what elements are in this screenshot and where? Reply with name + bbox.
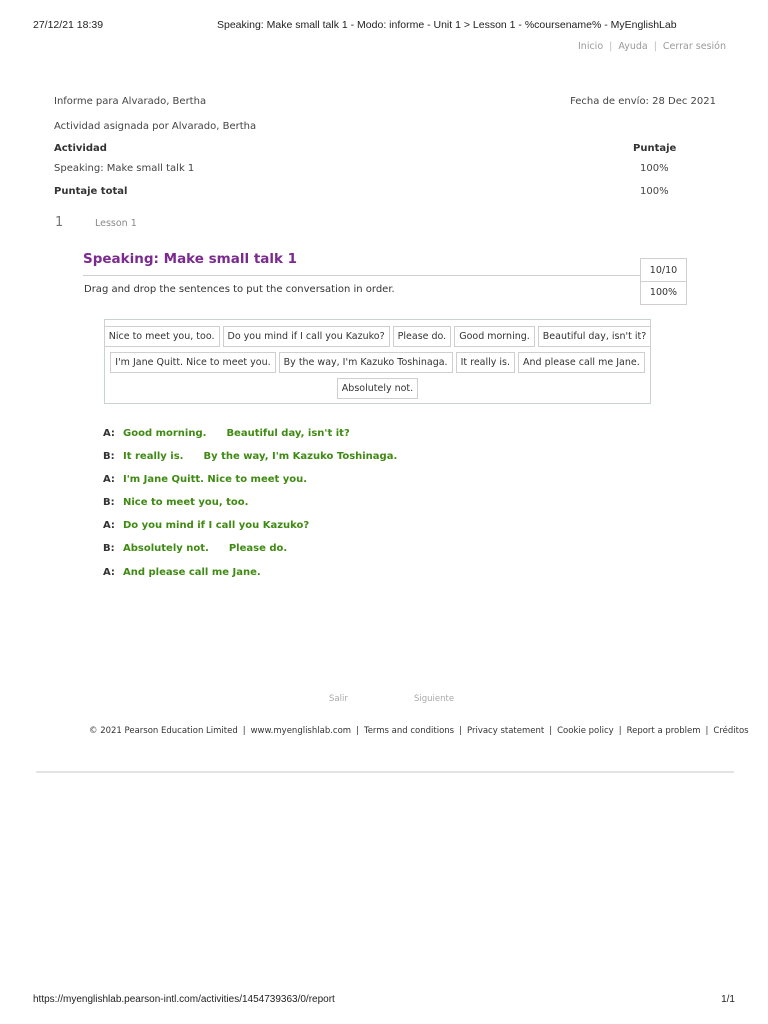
- answer-line: [103, 567, 261, 578]
- answer-drop[interactable]: Absolutely not.: [123, 543, 209, 554]
- print-page-number: 1/1: [721, 994, 735, 1005]
- separator: |: [653, 41, 657, 52]
- total-score: 100%: [640, 186, 669, 197]
- separator: |: [356, 726, 359, 736]
- total-score-label: Puntaje total: [54, 186, 128, 197]
- sent-date: Fecha de envío: 28 Dec 2021: [570, 96, 716, 107]
- site-footer: [89, 726, 749, 736]
- separator: |: [618, 726, 622, 736]
- separator: |: [242, 726, 246, 736]
- sentence-chip[interactable]: Absolutely not.: [337, 378, 418, 399]
- separator: |: [549, 726, 553, 736]
- answer-drop[interactable]: Please do.: [228, 543, 288, 554]
- home-link[interactable]: Inicio: [578, 41, 604, 52]
- report-problem-link[interactable]: Report a problem: [626, 726, 701, 736]
- bank-row: [105, 326, 650, 347]
- separator: |: [459, 726, 462, 736]
- answer-line: [103, 543, 287, 554]
- exit-button[interactable]: Salir: [329, 694, 348, 704]
- sentence-chip[interactable]: Please do.: [393, 326, 452, 347]
- answer-drop[interactable]: By the way, I'm Kazuko Toshinaga.: [203, 451, 398, 462]
- sentence-chip[interactable]: Beautiful day, isn't it?: [538, 326, 651, 347]
- credits-link[interactable]: Créditos: [713, 726, 749, 736]
- separator: |: [609, 41, 613, 52]
- assigned-by: Actividad asignada por Alvarado, Bertha: [54, 121, 257, 132]
- sentence-chip[interactable]: I'm Jane Quitt. Nice to meet you.: [110, 352, 275, 373]
- answer-drop[interactable]: It really is.: [123, 451, 184, 462]
- privacy-link[interactable]: Privacy statement: [466, 726, 545, 736]
- bank-row: [105, 378, 650, 399]
- answer-drop[interactable]: Good morning.: [123, 428, 207, 439]
- separator: |: [705, 726, 709, 736]
- sentence-chip[interactable]: By the way, I'm Kazuko Toshinaga.: [279, 352, 453, 373]
- footer-divider: [36, 771, 734, 773]
- score-points: 10/10: [649, 265, 678, 276]
- speaker-label: B:: [103, 497, 115, 508]
- top-links: [578, 41, 726, 52]
- speaker-label: A:: [103, 474, 115, 485]
- question-number: 1: [55, 215, 64, 230]
- sentence-chip[interactable]: Good morning.: [454, 326, 535, 347]
- copyright-text: © 2021 Pearson Education Limited: [89, 726, 238, 736]
- speaker-label: A:: [103, 567, 115, 578]
- answer-drop[interactable]: Do you mind if I call you Kazuko?: [123, 520, 310, 531]
- speaker-label: A:: [103, 428, 115, 439]
- answer-drop[interactable]: Beautiful day, isn't it?: [226, 428, 350, 439]
- activity-score: 100%: [640, 163, 669, 174]
- answer-line: [103, 474, 307, 485]
- answer-drop[interactable]: I'm Jane Quitt. Nice to meet you.: [123, 474, 308, 485]
- sentence-chip[interactable]: And please call me Jane.: [518, 352, 645, 373]
- answer-line: [103, 428, 350, 439]
- help-link[interactable]: Ayuda: [618, 41, 648, 52]
- score-percent: 100%: [649, 287, 678, 298]
- activity-column-header: Actividad: [54, 143, 107, 154]
- website-link[interactable]: www.myenglishlab.com: [250, 726, 352, 736]
- answer-drop[interactable]: And please call me Jane.: [123, 567, 261, 578]
- report-for: Informe para Alvarado, Bertha: [54, 96, 207, 107]
- cookie-link[interactable]: Cookie policy: [557, 726, 614, 736]
- sentence-chip[interactable]: Do you mind if I call you Kazuko?: [223, 326, 390, 347]
- activity-name: Speaking: Make small talk 1: [54, 163, 195, 174]
- activity-title: Speaking: Make small talk 1: [83, 251, 298, 267]
- sentence-bank: [104, 319, 651, 404]
- bank-row: [105, 352, 650, 373]
- print-url: https://myenglishlab.pearson-intl.com/activities/1454739363/0/report: [33, 994, 335, 1005]
- score-divider: [641, 281, 686, 282]
- next-button[interactable]: Siguiente: [414, 694, 455, 704]
- speaker-label: A:: [103, 520, 115, 531]
- print-datetime: 27/12/21 18:39: [33, 19, 104, 31]
- sentence-chip[interactable]: Nice to meet you, too.: [104, 326, 220, 347]
- answer-line: [103, 497, 248, 508]
- sentence-chip[interactable]: It really is.: [456, 352, 515, 373]
- terms-link[interactable]: Terms and conditions: [363, 726, 455, 736]
- print-page-title: Speaking: Make small talk 1 - Modo: informe - Unit 1 > Lesson 1 - %coursename% - MyEnglishLab: [217, 19, 677, 31]
- lesson-label: Lesson 1: [95, 218, 137, 229]
- logout-link[interactable]: Cerrar sesión: [662, 41, 726, 52]
- answer-line: [103, 520, 309, 531]
- answer-drop[interactable]: Nice to meet you, too.: [123, 497, 249, 508]
- score-box: [640, 258, 687, 305]
- score-column-header: Puntaje: [633, 143, 677, 154]
- title-divider: [83, 275, 640, 276]
- speaker-label: B:: [103, 543, 115, 554]
- speaker-label: B:: [103, 451, 115, 462]
- instruction-text: Drag and drop the sentences to put the conversation in order.: [84, 284, 395, 295]
- answer-line: [103, 451, 397, 462]
